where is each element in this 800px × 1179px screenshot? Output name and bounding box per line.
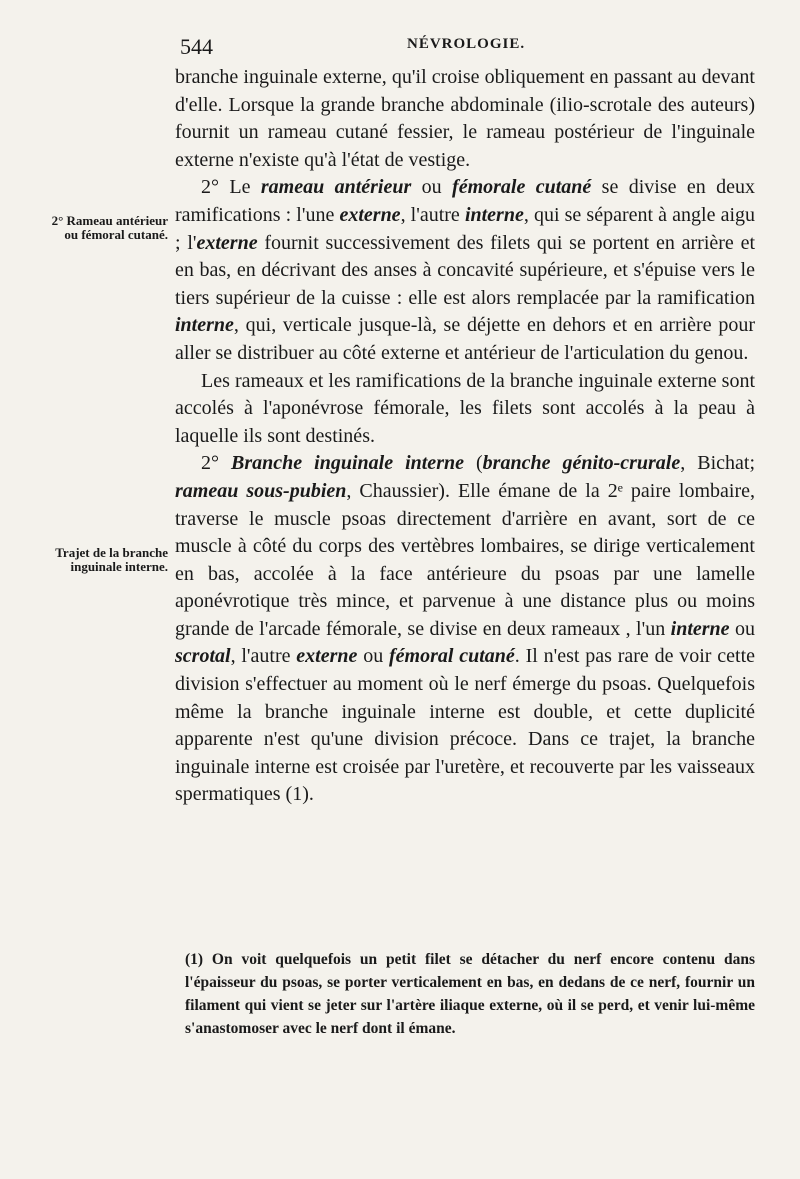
- italic-run: externe: [296, 645, 358, 668]
- text-run: , qui, verticale jusque-là, se déjette en dehors et en arrière pour aller se distribuer au côté externe et antérieur de l'articulation du genou.: [175, 314, 755, 364]
- text-run: ou: [729, 617, 755, 640]
- text-run: se divise en deux ramifications : l'une: [175, 176, 755, 226]
- running-head: NÉVROLOGIE.: [407, 36, 526, 52]
- text-run: , qui se séparent à angle aigu ; l': [175, 203, 756, 254]
- footnote: (1) On voit quelquefois un petit filet se détacher du nerf encore contenu dans l'épaisseur du psoas, se porter verticalement en bas, en dedans de ce nerf, fournir un filament qui vient se jeter sur l'artère iliaque externe, où il se perd, et venir lui-même s'anastomoser avec le nerf dont il émane.: [185, 951, 755, 1037]
- italic-run: interne: [464, 203, 524, 226]
- text-run: , l'autre: [230, 645, 297, 668]
- text-run: ou: [357, 645, 389, 668]
- text-run: fournit successivement des filets qui se portent en arrière et en bas, en décrivant des anses à concavité supérieure, et s'épuise vers le tiers supérieur de la cuisse : elle est alors remplacée par la ramification: [175, 231, 755, 309]
- italic-run: Branche inguinale interne: [231, 452, 464, 475]
- italic-run: interne: [670, 617, 730, 640]
- side-note-trajet-branche: Trajet de la branche inguinale interne.: [55, 545, 168, 574]
- italic-run: externe: [339, 203, 401, 226]
- paragraph-1: branche inguinale externe, qu'il croise obliquement en passant au devant d'elle. Lorsque la grande branche abdominale (ilio-scrotale des auteurs) fournit un rameau cutané fessier, le rameau postérieur de l'inguinale externe n'existe qu'à l'état de vestige.: [175, 66, 755, 171]
- italic-run: interne: [175, 314, 234, 337]
- italic-run: rameau sous-pubien: [175, 479, 347, 502]
- text-run: ou: [411, 176, 453, 199]
- text-run: 2°: [201, 452, 232, 475]
- italic-run: branche génito-crurale: [482, 452, 681, 475]
- text-run: , l'autre: [400, 203, 465, 226]
- italic-run: scrotal: [175, 645, 231, 668]
- italic-run: fémoral cutané: [389, 645, 515, 668]
- italic-run: rameau antérieur: [260, 176, 412, 199]
- side-note-rameau-anterieur: 2° Rameau antérieur ou fémoral cutané.: [51, 213, 168, 242]
- main-text: [175, 64, 755, 809]
- paragraph-4: [175, 450, 755, 809]
- text-run: . Il n'est pas rare de voir cette division s'effectuer au moment où le nerf émerge du psoas. Quelquefois même la branche inguinale interne est double, et cette duplicité apparente n'est qu'une division précoce. Dans ce trajet, la branche inguinale interne est croisée par l'uretère, et recouverte par les vaisseaux spermatiques (1).: [175, 645, 756, 806]
- paragraph-2: [175, 174, 755, 367]
- text-run: , Bichat;: [680, 452, 756, 475]
- page-header: [175, 30, 755, 58]
- italic-run: externe: [196, 231, 258, 254]
- italic-run: fémorale cutané: [452, 176, 592, 199]
- paragraph-3: Les rameaux et les ramifications de la branche inguinale externe sont accolés à l'aponévrose fémorale, les filets sont accolés à la peau à laquelle ils sont destinés.: [175, 369, 755, 447]
- text-run: 2° Le: [201, 176, 261, 199]
- page-number: 544: [180, 34, 213, 59]
- text-run: (: [463, 452, 483, 475]
- text-run: , Chaussier). Elle émane de la 2ᵉ paire lombaire, traverse le muscle psoas directement d'arrière en avant, sort de ce muscle à côté du corps des vertèbres lombaires, se dirige verticalement en bas, accolée à la face antérieure du psoas par une lamelle aponévrotique très mince, et parvenue à une distance plus ou moins grande de l'arcade fémorale, se divise en deux rameaux , l'un: [175, 479, 755, 640]
